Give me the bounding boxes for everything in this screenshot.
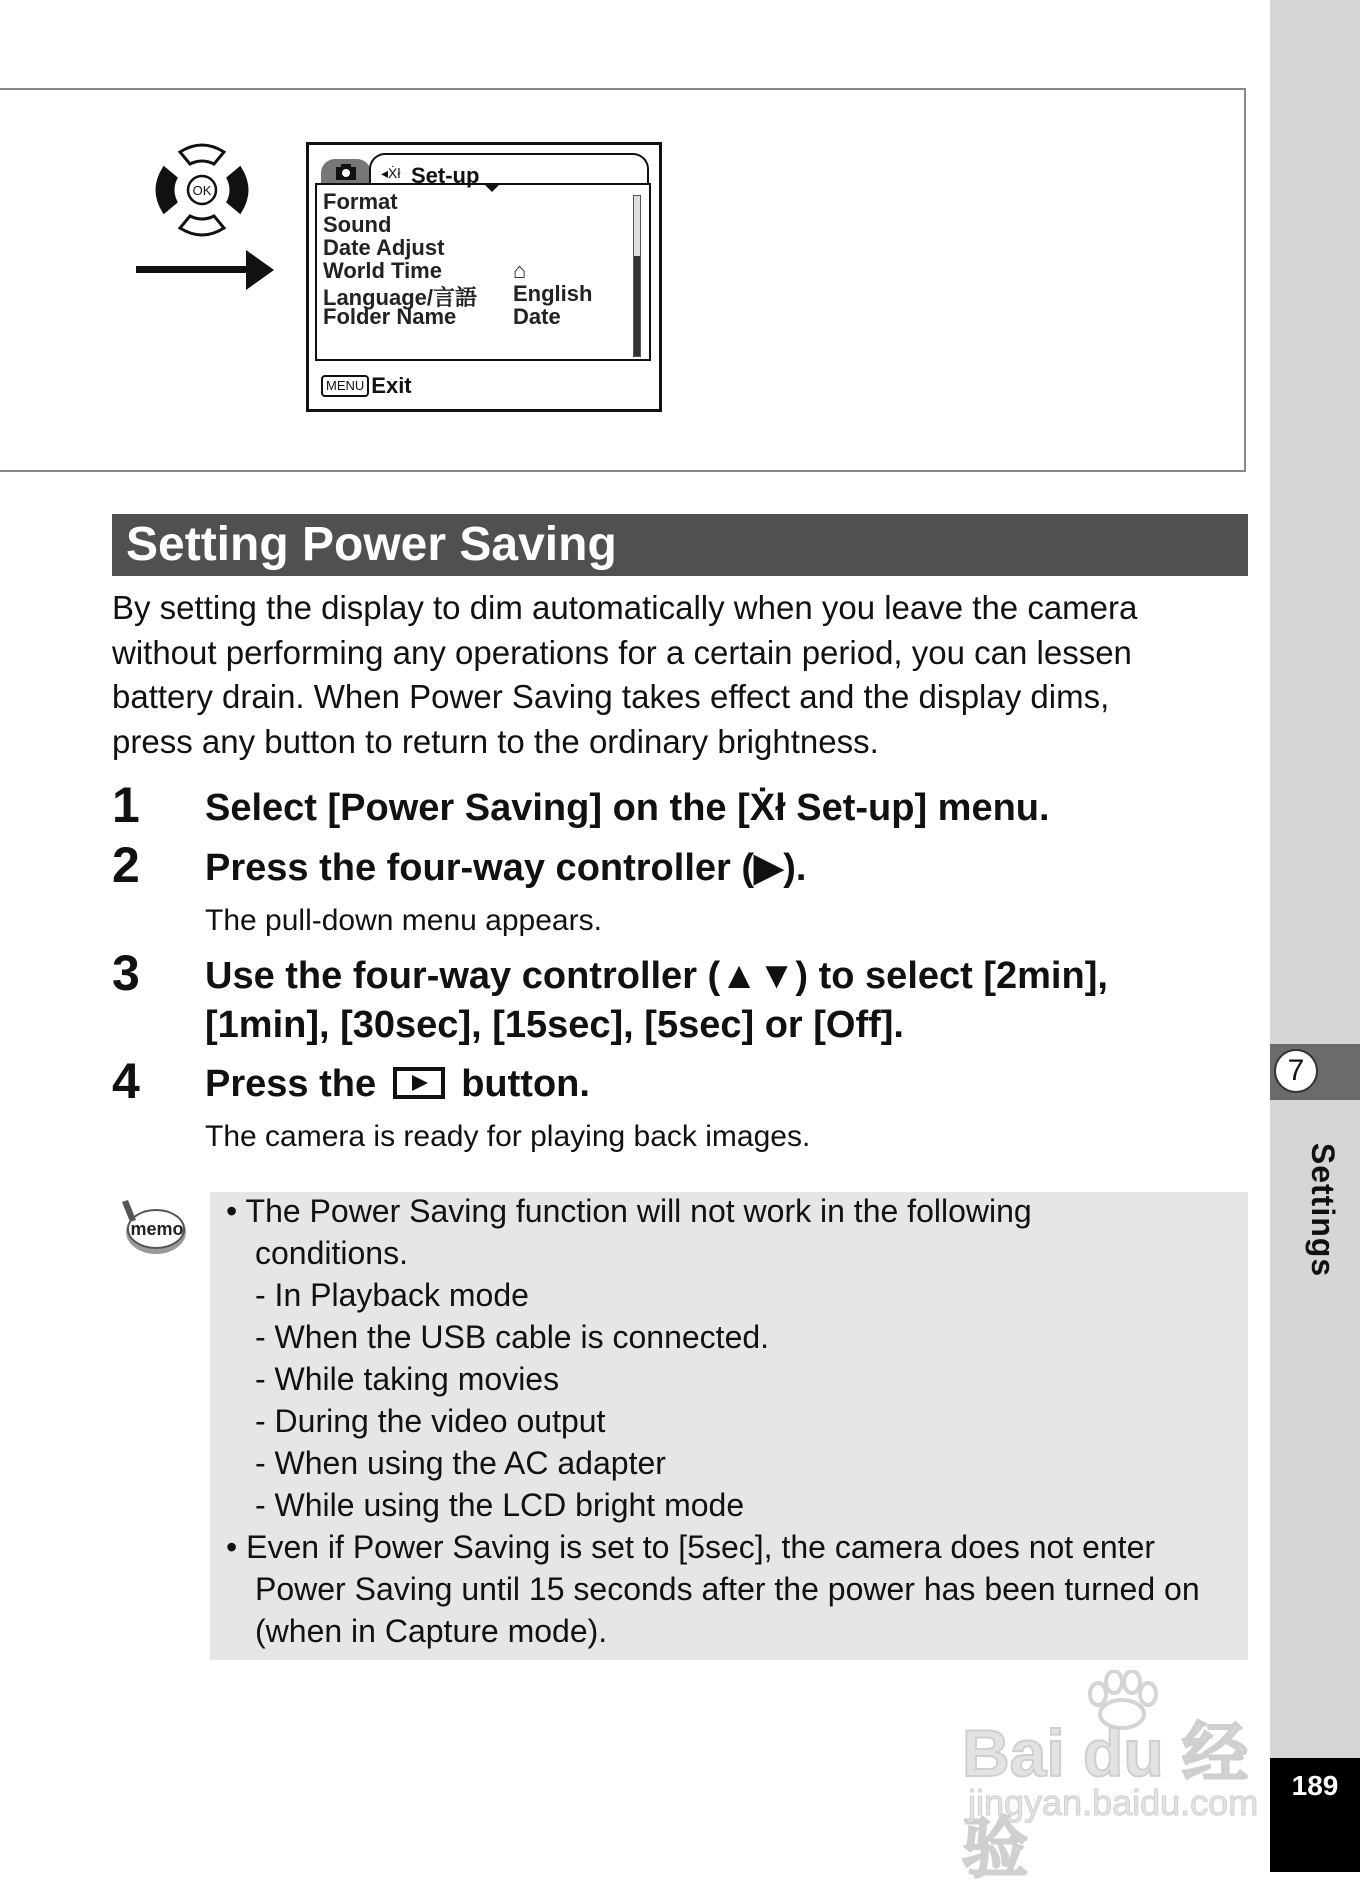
step-number: 2 [112,837,140,893]
memo-line: - When using the AC adapter [255,1445,666,1481]
menu-key-icon: MENU [321,375,369,397]
arrow-shaft [136,266,248,273]
chapter-side-bar [1270,0,1360,1872]
chapter-name: Settings [1305,1142,1341,1278]
memo-icon [116,1198,188,1258]
step-number: 1 [112,777,140,833]
memo-line: • Even if Power Saving is set to [5sec], the camera does not enter [226,1529,1156,1565]
four-way-controller-icon [152,140,252,240]
camera-tab-icon [321,159,371,183]
intro-line: without performing any operations for a certain period, you can lessen [112,633,1132,671]
step-number: 3 [112,945,140,1001]
step-text: Press the four-way controller (▶). [205,847,807,889]
intro-line: By setting the display to dim automatically when you leave the camera [112,589,1138,626]
lcd-exit-label: Exit [371,373,412,398]
lcd-menu-item: Folder Name [323,304,457,329]
home-icon: ⌂ [513,258,527,283]
lcd-menu-item: Format [323,189,398,214]
memo-line: - While taking movies [255,1361,560,1397]
lcd-menu-item: Sound [323,212,392,237]
step-note: The camera is ready for playing back images. [205,1120,811,1153]
lcd-tab-strip [321,153,655,188]
lcd-menu-item: Language/言語 [323,285,478,310]
lcd-menu-item: World Time [323,258,442,283]
step-text: Press the button. [205,1063,590,1105]
memo-line: conditions. [255,1235,408,1271]
lcd-scroll-thumb [634,256,640,356]
playback-button-icon [393,1067,445,1099]
memo-line: - In Playback mode [255,1277,529,1313]
lcd-menu-value: Date [513,304,561,329]
lcd-menu-item: Date Adjust [323,235,445,260]
memo-icon-label: memo [130,1219,184,1239]
chapter-number: 7 [1274,1049,1318,1093]
intro-paragraph [112,586,1252,764]
arrow-right-icon [246,250,274,290]
memo-line: - While using the LCD bright mode [255,1487,745,1523]
lcd-menu-value: English [513,281,593,306]
intro-line: press any button to return to the ordinary brightness. [112,722,879,760]
setup-tab-label: Set-up [411,163,480,188]
lcd-menu-list [315,183,651,361]
lcd-scrollbar [633,195,641,357]
intro-line: battery drain. When Power Saving takes effect and the display dims, [112,678,1110,715]
page-number: 189 [1291,1770,1339,1801]
memo-line: (when in Capture mode). [255,1613,608,1649]
lcd-footer [321,373,412,399]
ok-label: OK [192,183,212,198]
baidu-watermark [962,1670,1282,1885]
setup-wrench-icon: ◂Ẋł [381,165,401,181]
step-note: The pull-down menu appears. [205,904,602,937]
lcd-setup-menu [306,142,662,412]
section-title: Setting Power Saving [126,518,617,571]
watermark-logo: Bai du 经验 [962,1716,1249,1885]
step-text: Use the four-way controller (▲▼) to select [2min], [205,955,1108,997]
step-text: Select [Power Saving] on the [Ẋł Set-up] menu. [205,787,1050,829]
step-text-continued: [1min], [30sec], [15sec], [5sec] or [Off]. [205,1004,904,1046]
watermark-url: jingyan.baidu.com [968,1782,1259,1823]
step-number: 4 [112,1053,140,1109]
memo-line: - When the USB cable is connected. [255,1319,770,1355]
memo-line: - During the video output [255,1403,606,1439]
memo-line: • The Power Saving function will not work in the following [226,1193,1032,1229]
memo-line: Power Saving until 15 seconds after the power has been turned on [255,1571,1200,1607]
